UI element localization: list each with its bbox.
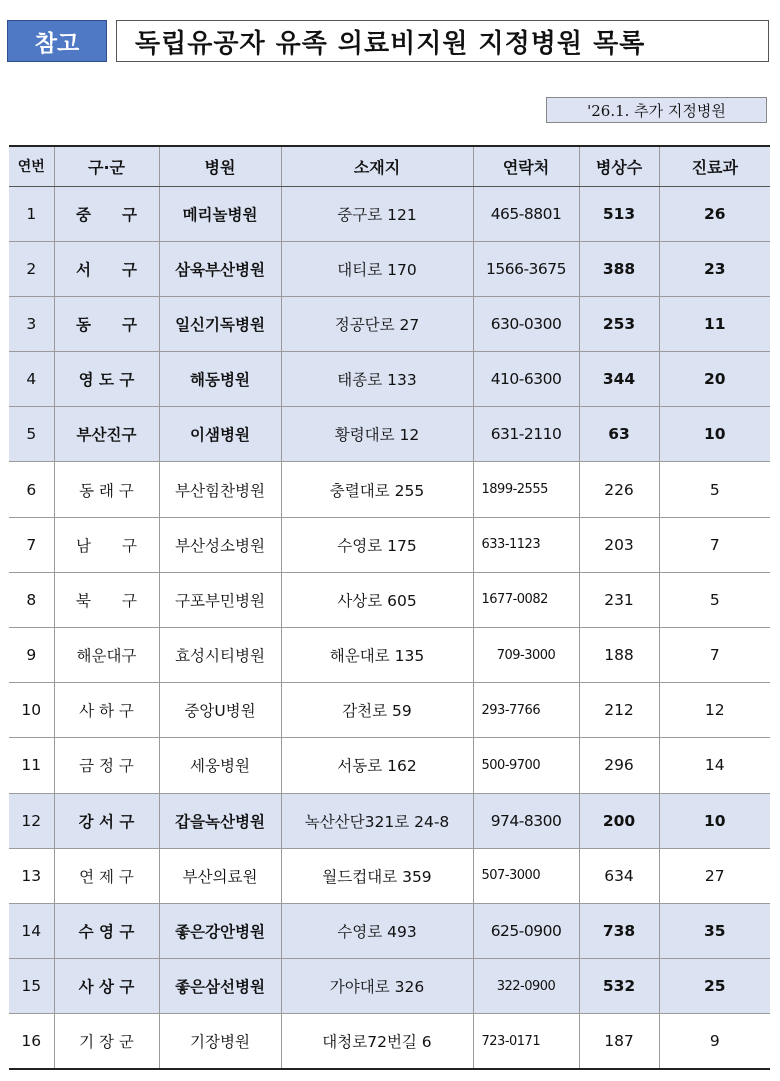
district-cell: 동 래 구 [54,462,159,517]
row-number: 2 [9,241,54,296]
district-cell: 사 하 구 [54,683,159,738]
bed-count: 188 [579,628,659,683]
district-cell: 사 상 구 [54,959,159,1014]
row-number: 6 [9,462,54,517]
bed-count: 212 [579,683,659,738]
col-header-hospital: 병원 [159,146,281,186]
hospital-name: 갑을녹산병원 [159,793,281,848]
department-count: 14 [659,738,770,793]
hospital-name: 이샘병원 [159,407,281,462]
department-count: 5 [659,572,770,627]
phone-cell: 507-3000 [473,848,579,903]
hospital-name: 부산의료원 [159,848,281,903]
phone-cell: 709-3000 [473,628,579,683]
hospital-name: 좋은삼선병원 [159,959,281,1014]
row-number: 16 [9,1014,54,1069]
hospital-name: 구포부민병원 [159,572,281,627]
hospital-name: 기장병원 [159,1014,281,1069]
district-cell: 영 도 구 [54,352,159,407]
row-number: 15 [9,959,54,1014]
department-count: 10 [659,793,770,848]
row-number: 11 [9,738,54,793]
hospital-name: 중앙U병원 [159,683,281,738]
district-cell: 동 구 [54,296,159,351]
department-count: 9 [659,1014,770,1069]
table-row [9,572,770,627]
hospital-table [9,145,770,1070]
col-header-depts: 진료과 [659,146,770,186]
district-cell: 해운대구 [54,628,159,683]
department-count: 10 [659,407,770,462]
row-number: 12 [9,793,54,848]
bed-count: 200 [579,793,659,848]
table-row [9,848,770,903]
col-header-address: 소재지 [281,146,473,186]
hospital-name: 세웅병원 [159,738,281,793]
address-cell: 정공단로 27 [281,296,473,351]
department-count: 23 [659,241,770,296]
district-cell: 북 구 [54,572,159,627]
bed-count: 634 [579,848,659,903]
row-number: 8 [9,572,54,627]
address-cell: 태종로 133 [281,352,473,407]
district-cell: 연 제 구 [54,848,159,903]
row-number: 5 [9,407,54,462]
address-cell: 수영로 493 [281,903,473,958]
table-row [9,959,770,1014]
table-row [9,186,770,241]
table-row [9,738,770,793]
row-number: 10 [9,683,54,738]
phone-cell: 974-8300 [473,793,579,848]
row-number: 7 [9,517,54,572]
row-number: 14 [9,903,54,958]
bed-count: 532 [579,959,659,1014]
department-count: 7 [659,628,770,683]
col-header-no: 연번 [9,146,54,186]
district-cell: 기 장 군 [54,1014,159,1069]
department-count: 27 [659,848,770,903]
phone-cell: 293-7766 [473,683,579,738]
table-row [9,628,770,683]
address-cell: 해운대로 135 [281,628,473,683]
phone-cell: 633-1123 [473,517,579,572]
bed-count: 513 [579,186,659,241]
district-cell: 중 구 [54,186,159,241]
table-row [9,296,770,351]
phone-cell: 630-0300 [473,296,579,351]
phone-cell: 723-0171 [473,1014,579,1069]
department-count: 11 [659,296,770,351]
phone-cell: 465-8801 [473,186,579,241]
phone-cell: 631-2110 [473,407,579,462]
phone-cell: 1566-3675 [473,241,579,296]
department-count: 5 [659,462,770,517]
phone-cell: 410-6300 [473,352,579,407]
hospital-name: 삼육부산병원 [159,241,281,296]
address-cell: 중구로 121 [281,186,473,241]
bed-count: 738 [579,903,659,958]
row-number: 13 [9,848,54,903]
district-cell: 수 영 구 [54,903,159,958]
department-count: 35 [659,903,770,958]
phone-cell: 500-9700 [473,738,579,793]
department-count: 20 [659,352,770,407]
bed-count: 253 [579,296,659,351]
table-row [9,241,770,296]
district-cell: 강 서 구 [54,793,159,848]
col-header-phone: 연락처 [473,146,579,186]
reference-badge: 참고 [7,20,107,62]
address-cell: 대티로 170 [281,241,473,296]
table-row [9,462,770,517]
district-cell: 부산진구 [54,407,159,462]
table-row [9,903,770,958]
department-count: 25 [659,959,770,1014]
address-cell: 녹산산단321로 24-8 [281,793,473,848]
row-number: 1 [9,186,54,241]
col-header-district: 구·군 [54,146,159,186]
phone-cell: 1899-2555 [473,462,579,517]
department-count: 7 [659,517,770,572]
address-cell: 감천로 59 [281,683,473,738]
district-cell: 서 구 [54,241,159,296]
table-row [9,352,770,407]
hospital-name: 해동병원 [159,352,281,407]
address-cell: 사상로 605 [281,572,473,627]
bed-count: 388 [579,241,659,296]
department-count: 12 [659,683,770,738]
address-cell: 충렬대로 255 [281,462,473,517]
bed-count: 226 [579,462,659,517]
row-number: 9 [9,628,54,683]
bed-count: 63 [579,407,659,462]
table-row [9,683,770,738]
hospital-name: 효성시티병원 [159,628,281,683]
table-row [9,407,770,462]
address-cell: 월드컵대로 359 [281,848,473,903]
address-cell: 황령대로 12 [281,407,473,462]
table-row [9,793,770,848]
row-number: 3 [9,296,54,351]
row-number: 4 [9,352,54,407]
department-count: 26 [659,186,770,241]
phone-cell: 322-0900 [473,959,579,1014]
hospital-name: 좋은강안병원 [159,903,281,958]
page-title: 독립유공자 유족 의료비지원 지정병원 목록 [116,20,769,62]
hospital-name: 일신기독병원 [159,296,281,351]
district-cell: 남 구 [54,517,159,572]
table-row [9,517,770,572]
address-cell: 서동로 162 [281,738,473,793]
hospital-name: 부산성소병원 [159,517,281,572]
table-row [9,1014,770,1069]
address-cell: 가야대로 326 [281,959,473,1014]
bed-count: 187 [579,1014,659,1069]
bed-count: 296 [579,738,659,793]
col-header-beds: 병상수 [579,146,659,186]
address-cell: 수영로 175 [281,517,473,572]
phone-cell: 625-0900 [473,903,579,958]
bed-count: 231 [579,572,659,627]
bed-count: 344 [579,352,659,407]
table-header-row [9,146,770,186]
phone-cell: 1677-0082 [473,572,579,627]
bed-count: 203 [579,517,659,572]
district-cell: 금 정 구 [54,738,159,793]
address-cell: 대청로72번길 6 [281,1014,473,1069]
hospital-name: 메리놀병원 [159,186,281,241]
hospital-name: 부산힘찬병원 [159,462,281,517]
added-hospitals-note: '26.1. 추가 지정병원 [546,97,767,123]
